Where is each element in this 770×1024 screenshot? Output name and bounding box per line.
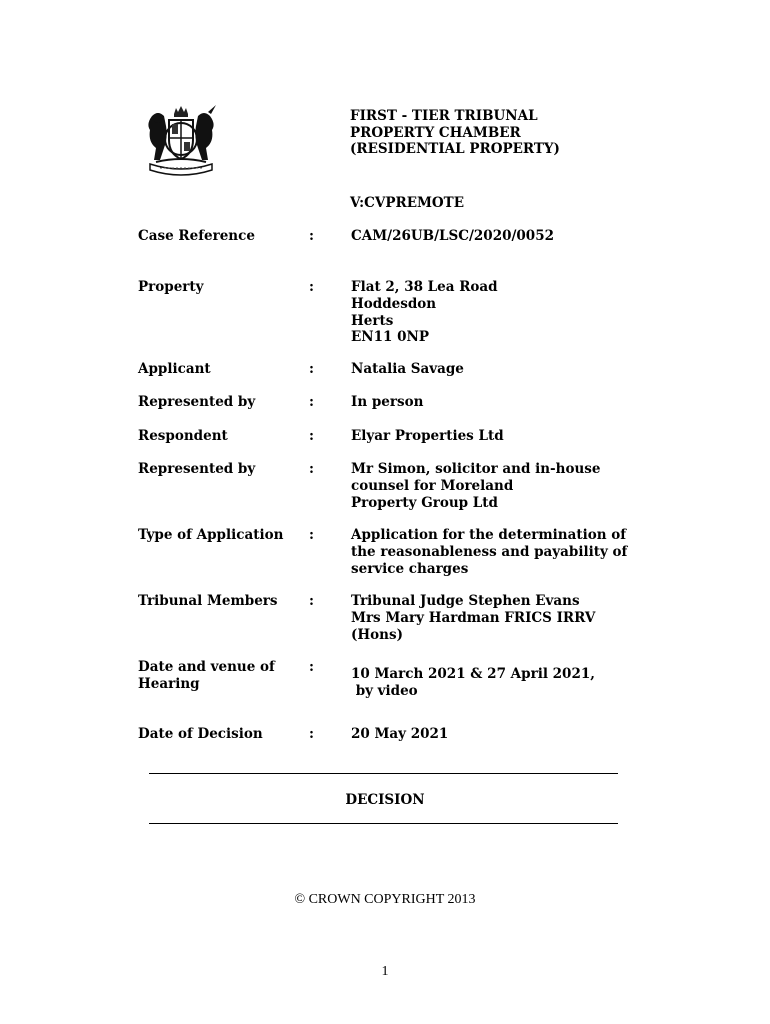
- value-line: Flat 2, 38 Lea Road: [351, 279, 498, 295]
- divider-bottom: [149, 823, 618, 824]
- value-property: [351, 279, 631, 346]
- colon: :: [309, 428, 314, 444]
- colon: :: [309, 461, 314, 477]
- value-line: 20 May 2021: [351, 726, 449, 742]
- value-respondent: [351, 428, 631, 445]
- copyright-notice: © CROWN COPYRIGHT 2013: [294, 892, 476, 907]
- label-application-type: Type of Application: [138, 527, 284, 543]
- label-tribunal-members: Tribunal Members: [138, 593, 278, 609]
- label-respondent: Respondent: [138, 428, 228, 444]
- label-represented-by: Represented by: [138, 461, 256, 477]
- tribunal-header: [350, 108, 560, 158]
- decision-heading: DECISION: [345, 792, 425, 808]
- colon: :: [309, 279, 314, 295]
- value-line: EN11 0NP: [351, 329, 430, 346]
- label-line: Date and venue of: [138, 659, 275, 675]
- colon: :: [309, 527, 314, 543]
- value-line: (Hons): [351, 626, 403, 643]
- value-applicant-representation: [351, 394, 631, 411]
- value-line: service charges: [351, 560, 469, 577]
- label-decision-date: Date of Decision: [138, 726, 263, 742]
- value-tribunal-members: [351, 593, 631, 643]
- value-line: Elyar Properties Ltd: [351, 428, 504, 444]
- label-case-reference: Case Reference: [138, 228, 255, 244]
- label-hearing: [138, 659, 303, 693]
- value-line: Mr Simon, solicitor and in-house: [351, 461, 601, 477]
- label-applicant: Applicant: [138, 361, 211, 377]
- page-number: 1: [381, 964, 389, 979]
- header-line-1: FIRST - TIER TRIBUNAL: [350, 108, 538, 124]
- value-application-type: [351, 527, 631, 577]
- value-line: Natalia Savage: [351, 361, 464, 377]
- colon: :: [309, 593, 314, 609]
- header-line-3: (RESIDENTIAL PROPERTY): [350, 141, 560, 157]
- value-line: counsel for Moreland: [351, 477, 514, 494]
- value-line: Hoddesdon: [351, 295, 437, 312]
- value-decision-date: [351, 726, 631, 743]
- value-line: the reasonableness and payability of: [351, 543, 628, 560]
- divider-top: [149, 773, 618, 774]
- value-line: by video: [351, 682, 418, 699]
- value-line: In person: [351, 394, 424, 410]
- value-hearing: [351, 666, 631, 700]
- header-line-2: PROPERTY CHAMBER: [350, 124, 521, 141]
- label-represented-by: Represented by: [138, 394, 256, 410]
- value-case-reference: [351, 228, 631, 245]
- value-line: CAM/26UB/LSC/2020/0052: [351, 228, 554, 244]
- colon: :: [309, 659, 314, 675]
- colon: :: [309, 394, 314, 410]
- colon: :: [309, 726, 314, 742]
- value-line: Mrs Mary Hardman FRICS IRRV: [351, 609, 596, 626]
- royal-crest-icon: [138, 104, 224, 178]
- value-applicant: [351, 361, 631, 378]
- value-line: Tribunal Judge Stephen Evans: [351, 593, 580, 609]
- colon: :: [309, 361, 314, 377]
- value-respondent-representation: [351, 461, 631, 511]
- value-line: Herts: [351, 312, 394, 329]
- colon: :: [309, 228, 314, 244]
- label-property: Property: [138, 279, 204, 295]
- hearing-code: V:CVPREMOTE: [350, 195, 465, 211]
- value-line: Property Group Ltd: [351, 494, 498, 511]
- value-line: 10 March 2021 & 27 April 2021,: [351, 666, 595, 682]
- label-line: Hearing: [138, 675, 200, 692]
- value-line: Application for the determination of: [351, 527, 627, 543]
